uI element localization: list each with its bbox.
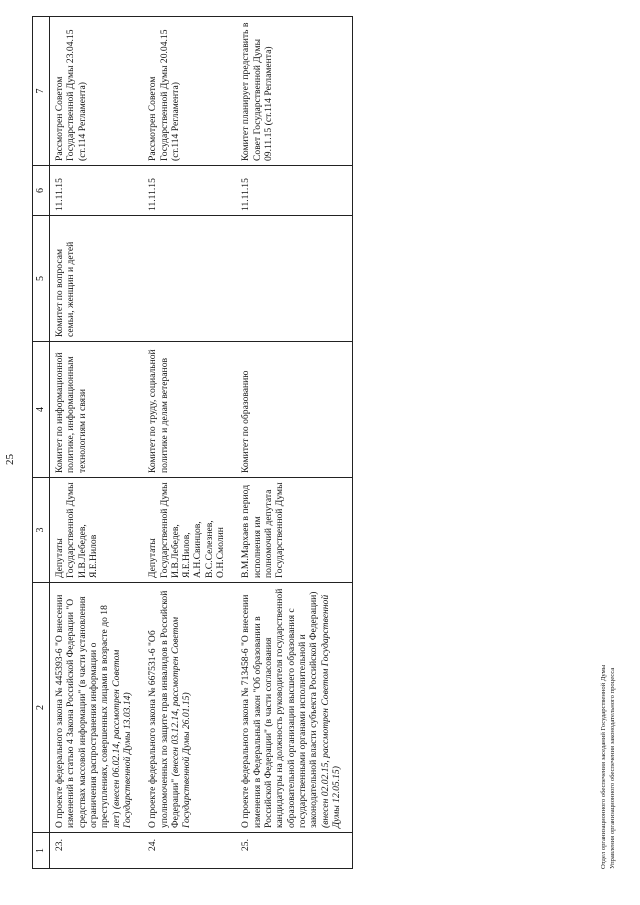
col-header-2: 2 xyxy=(33,583,50,833)
page-number: 25 xyxy=(4,454,16,465)
row-number: 24. xyxy=(143,833,236,869)
bill-title: О проекте федерального закона № 667531-6 xyxy=(147,648,159,828)
co-committee xyxy=(236,216,352,342)
bill-description xyxy=(50,583,144,833)
bill-status: Рассмотрен Советом Государственной Думы 20.04.15 (ст.114 Регламента) xyxy=(143,17,236,166)
row-number: 25. xyxy=(236,833,352,869)
bill-title: О проекте федерального закона № 445393-6 xyxy=(54,648,65,828)
bill-status: Рассмотрен Советом Государственной Думы 23.04.15 (ст.114 Регламента) xyxy=(50,17,144,166)
column-number-header xyxy=(33,17,50,869)
bill-authors: В.М.Мархаев в период исполнения им полномочий депутата Государственной Думы xyxy=(236,478,352,583)
bill-body: "О внесении изменения в Федеральный закон "Об образовании в Российской Федерации" (в части согласования кандидатуры на должность руководителя государственной образовательной организации высшего образования с государственными органами исполнительной и законодательной власти субъекта Российской Федерации) xyxy=(240,588,320,828)
co-committee xyxy=(143,216,236,342)
col-header-7: 7 xyxy=(33,17,50,166)
bill-description xyxy=(143,583,236,833)
bill-date: 11.11.15 xyxy=(50,166,144,216)
bill-date: 11.11.15 xyxy=(236,166,352,216)
footer-line-1: Отдел организационного обеспечения заседаний Государственной Думы xyxy=(600,664,607,869)
col-header-5: 5 xyxy=(33,216,50,342)
col-header-4: 4 xyxy=(33,342,50,478)
responsible-committee: Комитет по информационной политике, информационным технологиям и связи xyxy=(50,342,144,478)
bill-date: 11.11.15 xyxy=(143,166,236,216)
footer xyxy=(600,665,617,869)
bill-authors: Депутаты Государственной Думы И.В.Лебедев, Я.Е.Нилов, А.Н.Свинцов, В.С.Селезнев, О.Н.Смолин xyxy=(143,478,236,583)
bill-body: "О внесении изменений в статью 4 Закона Российской Федерации "О средствах массовой информации" (в части установления ограничения распространения информации о преступлениях, совершенных лицами в возрасте до 18 лет) xyxy=(54,594,122,828)
bill-note: (внесен 02.02.15, рассмотрен Советом Государственной Думы 12.05.15) xyxy=(319,594,342,828)
footer-line-2: Управления организационного обеспечения законодательного процесса xyxy=(608,667,616,869)
responsible-committee: Комитет по образованию xyxy=(236,342,352,478)
bill-body: "Об уполномоченных по защите прав инвалидов в Российской Федерации" xyxy=(147,590,181,828)
col-header-3: 3 xyxy=(33,478,50,583)
bill-description xyxy=(236,583,352,833)
table-row xyxy=(143,17,236,869)
table-row xyxy=(236,17,352,869)
table-row xyxy=(50,17,144,869)
col-header-1: 1 xyxy=(33,833,50,869)
bill-authors: Депутаты Государственной Думы И.В.Лебедев, Я.Е.Нилов xyxy=(50,478,144,583)
row-number: 23. xyxy=(50,833,144,869)
bill-title: О проекте федерального закона № 713458-6 xyxy=(240,648,252,828)
bills-table xyxy=(32,16,353,869)
co-committee: Комитет по вопросам семьи, женщин и детей xyxy=(50,216,144,342)
responsible-committee: Комитет по труду, социальной политике и делам ветеранов xyxy=(143,342,236,478)
col-header-6: 6 xyxy=(33,166,50,216)
bill-note: (внесен 03.12.14, рассмотрен Советом Государственной Думы 26.01.15) xyxy=(169,616,193,828)
bill-status: Комитет планирует представить в Совет Государственной Думы 09.11.15 (ст.114 Регламента) xyxy=(236,17,352,166)
bill-note: (внесен 06.02.14, рассмотрен Советом Государственной Думы 13.03.14) xyxy=(110,649,133,828)
